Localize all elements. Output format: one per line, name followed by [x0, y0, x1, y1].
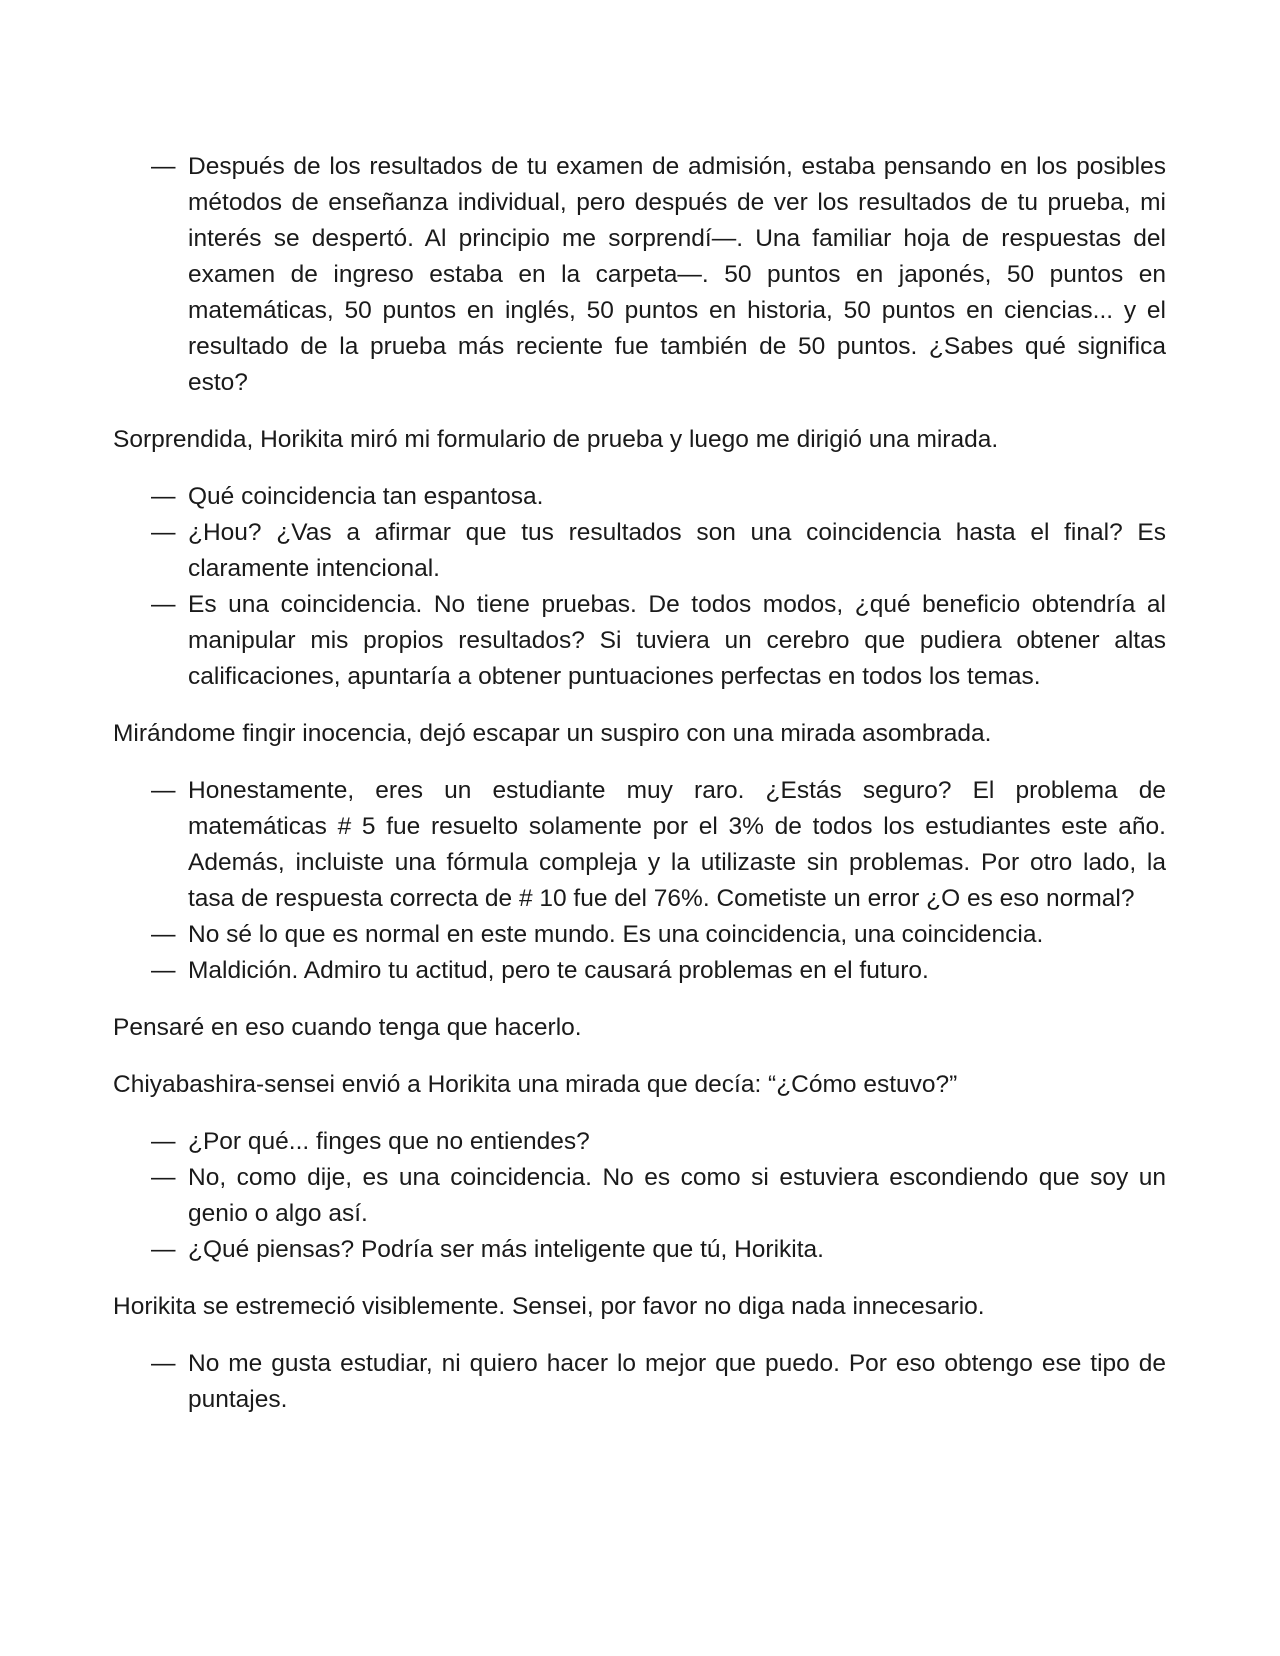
dialogue-line	[113, 479, 1166, 515]
dialogue-line	[113, 773, 1166, 917]
dialogue-text: Honestamente, eres un estudiante muy raro. ¿Estás seguro? El problema de matemáticas # 5 fue resuelto solamente por el 3% de todos los estudiantes este año. Además, incluiste una fórmula compleja y la utilizaste sin problemas. Por otro lado, la tasa de respuesta correcta de # 10 fue del 76%. Cometiste un error ¿O es eso normal?	[188, 777, 1166, 912]
dialogue-line	[113, 953, 1166, 989]
dialogue-text: Es una coincidencia. No tiene pruebas. De todos modos, ¿qué beneficio obtendría al manipular mis propios resultados? Si tuviera un cerebro que pudiera obtener altas calificaciones, apuntaría a obtener puntuaciones perfectas en todos los temas.	[188, 591, 1166, 690]
dialogue-text: Qué coincidencia tan espantosa.	[188, 483, 544, 510]
em-dash: —	[151, 519, 176, 546]
em-dash: —	[151, 1164, 176, 1191]
em-dash: —	[151, 1236, 176, 1263]
dialogue-group	[113, 1346, 1166, 1418]
dialogue-line	[113, 587, 1166, 695]
dialogue-line	[113, 1346, 1166, 1418]
em-dash: —	[151, 153, 176, 180]
dialogue-line	[113, 1232, 1166, 1268]
dialogue-group	[113, 773, 1166, 989]
dialogue-text: ¿Qué piensas? Podría ser más inteligente que tú, Horikita.	[188, 1236, 824, 1263]
dialogue-group	[113, 479, 1166, 695]
dialogue-group	[113, 149, 1166, 401]
narration-paragraph: Pensaré en eso cuando tenga que hacerlo.	[113, 1014, 582, 1041]
dialogue-text: Después de los resultados de tu examen de admisión, estaba pensando en los posibles métodos de enseñanza individual, pero después de ver los resultados de tu prueba, mi interés se despertó. Al principio me sorprendí—. Una familiar hoja de respuestas del examen de ingreso estaba en la carpeta—. 50 puntos en japonés, 50 puntos en matemáticas, 50 puntos en inglés, 50 puntos en historia, 50 puntos en ciencias... y el resultado de la prueba más reciente fue también de 50 puntos. ¿Sabes qué significa esto?	[188, 153, 1166, 396]
narration-paragraph: Sorprendida, Horikita miró mi formulario de prueba y luego me dirigió una mirada.	[113, 426, 999, 453]
dialogue-text: ¿Hou? ¿Vas a afirmar que tus resultados son una coincidencia hasta el final? Es claramente intencional.	[188, 519, 1166, 582]
dialogue-line	[113, 917, 1166, 953]
em-dash: —	[151, 1128, 176, 1155]
em-dash: —	[151, 777, 176, 804]
dialogue-line	[113, 515, 1166, 587]
em-dash: —	[151, 1350, 176, 1377]
em-dash: —	[151, 957, 176, 984]
dialogue-text: ¿Por qué... finges que no entiendes?	[188, 1128, 590, 1155]
dialogue-text: No me gusta estudiar, ni quiero hacer lo mejor que puedo. Por eso obtengo ese tipo de puntajes.	[188, 1350, 1166, 1413]
dialogue-group	[113, 1124, 1166, 1268]
narration-paragraph: Horikita se estremeció visiblemente. Sensei, por favor no diga nada innecesario.	[113, 1293, 985, 1320]
dialogue-text: No sé lo que es normal en este mundo. Es una coincidencia, una coincidencia.	[188, 921, 1044, 948]
em-dash: —	[151, 921, 176, 948]
narration-paragraph: Chiyabashira-sensei envió a Horikita una mirada que decía: “¿Cómo estuvo?”	[113, 1071, 958, 1098]
dialogue-line	[113, 149, 1166, 401]
dialogue-text: No, como dije, es una coincidencia. No es como si estuviera escondiendo que soy un genio o algo así.	[188, 1164, 1166, 1227]
dialogue-line	[113, 1160, 1166, 1232]
dialogue-line	[113, 1124, 1166, 1160]
em-dash: —	[151, 483, 176, 510]
document-page	[113, 149, 1166, 1418]
em-dash: —	[151, 591, 176, 618]
dialogue-text: Maldición. Admiro tu actitud, pero te causará problemas en el futuro.	[188, 957, 929, 984]
narration-paragraph: Mirándome fingir inocencia, dejó escapar un suspiro con una mirada asombrada.	[113, 720, 992, 747]
